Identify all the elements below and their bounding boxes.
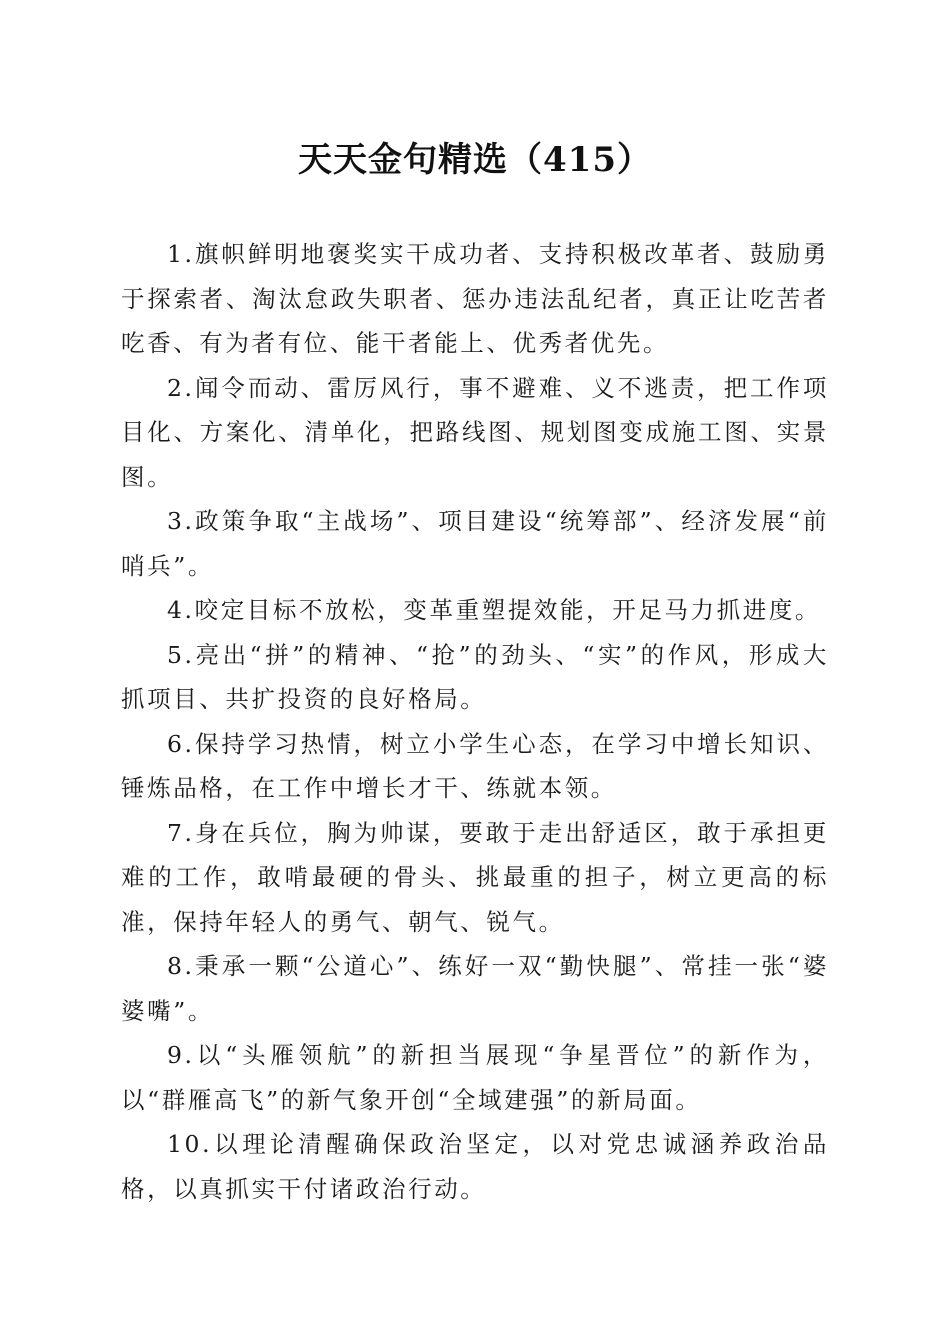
quote-item-8: 8.秉承一颗“公道心”、练好一双“勤快腿”、常挂一张“婆婆嘴”。 [121,952,829,1025]
quote-item-10: 10.以理论清醒确保政治坚定，以对党忠诚涵养政治品格，以真抓实干付诸政治行动。 [121,1130,829,1203]
quote-item-5: 5.亮出“拼”的精神、“抢”的劲头、“实”的作风，形成大抓项目、共扩投资的良好格局。 [121,640,829,713]
quote-item-3: 3.政策争取“主战场”、项目建设“统筹部”、经济发展“前哨兵”。 [121,507,829,580]
document-title: 天天金句精选（415） [298,140,652,180]
quote-item-4: 4.咬定目标不放松，变革重塑提效能，开足马力抓进度。 [167,596,822,624]
document-body [121,232,829,1211]
quote-item-9: 9.以“头雁领航”的新担当展现“争星晋位”的新作为，以“群雁高飞”的新气象开创“全域建强”的新局面。 [121,1041,829,1114]
quote-item-1: 1.旗帜鲜明地褒奖实干成功者、支持积极改革者、鼓励勇于探索者、淘汰怠政失职者、惩办违法乱纪者，真正让吃苦者吃香、有为者有位、能干者能上、优秀者优先。 [121,240,829,357]
quote-item-7: 7.身在兵位，胸为帅谋，要敢于走出舒适区，敢于承担更难的工作，敢啃最硬的骨头、挑最重的担子，树立更高的标准，保持年轻人的勇气、朝气、锐气。 [121,818,829,936]
quote-item-6: 6.保持学习热情，树立小学生心态，在学习中增长知识、锤炼品格，在工作中增长才干、练就本领。 [121,729,829,802]
quote-item-2: 2.闻令而动、雷厉风行，事不避难、义不逃责，把工作项目化、方案化、清单化，把路线图、规划图变成施工图、实景图。 [121,373,829,491]
